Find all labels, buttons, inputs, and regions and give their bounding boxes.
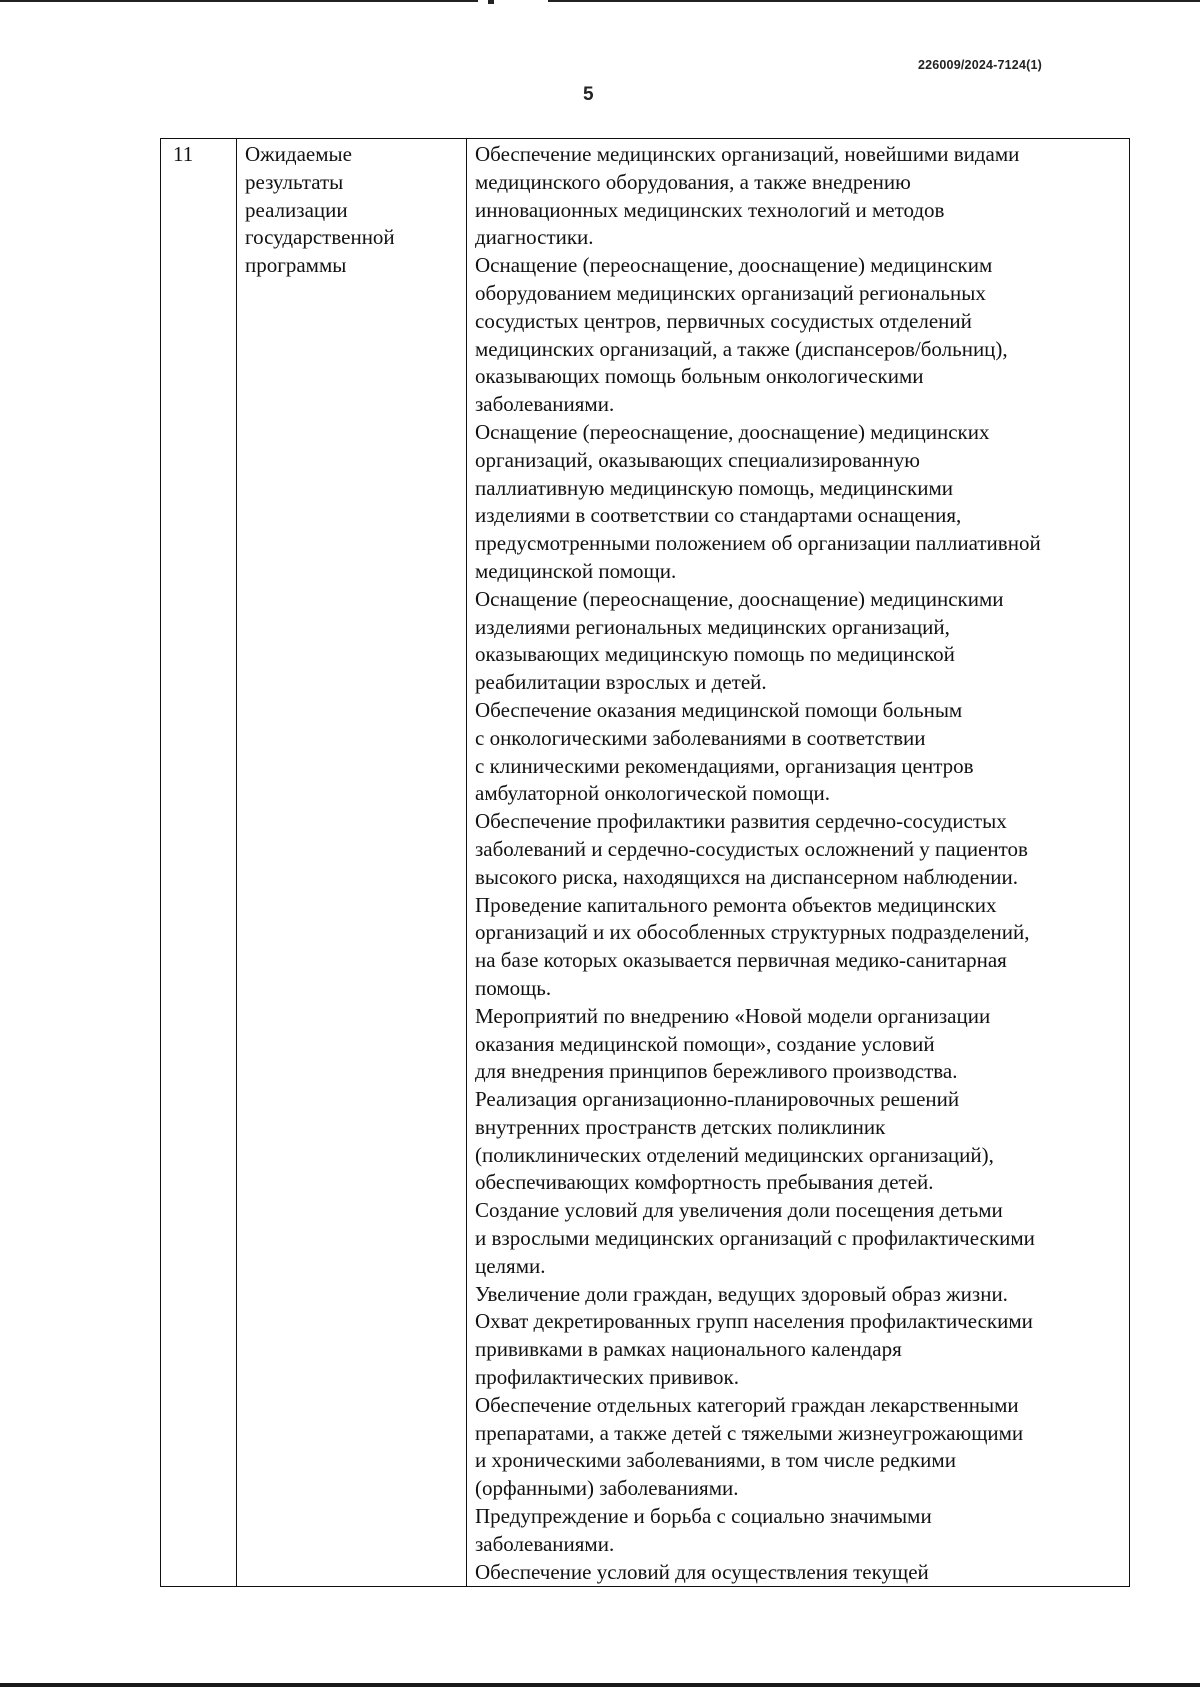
content-line: Оснащение (переоснащение, дооснащение) медицинским xyxy=(475,253,993,278)
page-number: 5 xyxy=(583,84,594,105)
content-line: Обеспечение условий для осуществления текущей xyxy=(475,1559,929,1584)
row-name-line: Ожидаемые xyxy=(245,142,352,166)
content-line: инновационных медицинских технологий и методов xyxy=(475,197,945,222)
row-name-line: программы xyxy=(245,253,347,278)
row-name-cell xyxy=(237,139,467,1587)
content-line: изделиями региональных медицинских организаций, xyxy=(475,614,950,639)
content-line: оборудованием медицинских организаций региональных xyxy=(475,280,986,305)
content-line: обеспечивающих комфортность пребывания детей. xyxy=(475,1170,934,1195)
document-id: 226009/2024-7124(1) xyxy=(917,58,1042,72)
content-line: Мероприятий по внедрению «Новой модели организации xyxy=(475,1003,991,1028)
content-line: Обеспечение медицинских организаций, новейшими видами xyxy=(475,142,1020,166)
content-line: (поликлинических отделений медицинских организаций), xyxy=(475,1142,994,1167)
content-line: Увеличение доли граждан, ведущих здоровый образ жизни. xyxy=(475,1281,1008,1306)
content-line: Обеспечение отдельных категорий граждан лекарственными xyxy=(475,1392,1019,1417)
content-line: с онкологическими заболеваниями в соответствии xyxy=(475,725,926,750)
content-line: медицинских организаций, а также (диспансеров/больниц), xyxy=(475,336,1008,361)
row-content-cell xyxy=(467,139,1130,1587)
content-line: и взрослыми медицинских организаций с профилактическими xyxy=(475,1226,1035,1251)
content-line: Создание условий для увеличения доли посещения детьми xyxy=(475,1198,1003,1223)
content-line: реабилитации взрослых и детей. xyxy=(475,670,767,695)
content-line: на базе которых оказывается первичная медико-санитарная xyxy=(475,948,1007,973)
content-line: заболеваний и сердечно-сосудистых осложнений у пациентов xyxy=(475,836,1028,861)
content-line: Обеспечение оказания медицинской помощи больным xyxy=(475,697,963,722)
row-number-cell xyxy=(161,139,237,1587)
content-line: изделиями в соответствии со стандартами оснащения, xyxy=(475,503,962,528)
content-line: Охват декретированных групп населения профилактическими xyxy=(475,1309,1033,1334)
content-line: Проведение капитального ремонта объектов медицинских xyxy=(475,892,997,917)
content-line: препаратами, а также детей с тяжелыми жизнеугрожающими xyxy=(475,1420,1024,1445)
content-line: Оснащение (переоснащение, дооснащение) медицинскими xyxy=(475,586,1004,611)
row-number: 11 xyxy=(173,142,194,166)
content-line: медицинского оборудования, а также внедрению xyxy=(475,169,911,194)
content-line: заболеваниями. xyxy=(475,392,615,417)
content-line: оказания медицинской помощи», создание условий xyxy=(475,1031,935,1056)
content-line: амбулаторной онкологической помощи. xyxy=(475,781,831,806)
program-table xyxy=(160,138,1130,1587)
content-line: заболеваниями. xyxy=(475,1531,615,1556)
content-line: медицинской помощи. xyxy=(475,558,677,583)
top-scan-border xyxy=(0,0,1200,2)
content-line: Реализация организационно-планировочных решений xyxy=(475,1087,960,1112)
bottom-scan-border xyxy=(0,1683,1200,1687)
content-line: с клиническими рекомендациями, организация центров xyxy=(475,753,974,778)
content-line: оказывающих медицинскую помощь по медицинской xyxy=(475,642,955,667)
content-line: и хроническими заболеваниями, в том числе редкими xyxy=(475,1448,956,1473)
content-line: для внедрения принципов бережливого производства. xyxy=(475,1059,958,1084)
content-line: Обеспечение профилактики развития сердечно-сосудистых xyxy=(475,809,1007,834)
content-line: (орфанными) заболеваниями. xyxy=(475,1476,739,1501)
content-line: помощь. xyxy=(475,975,552,1000)
top-scan-mark xyxy=(488,0,494,4)
content-line: предусмотренными положением об организации паллиативной xyxy=(475,531,1041,556)
content-line: паллиативную медицинскую помощь, медицинскими xyxy=(475,475,953,500)
row-name-line: реализации xyxy=(245,197,348,222)
content-line: Предупреждение и борьба с социально значимыми xyxy=(475,1504,932,1529)
content-line: диагностики. xyxy=(475,225,594,250)
content-line: организаций и их обособленных структурных подразделений, xyxy=(475,920,1030,945)
content-line: сосудистых центров, первичных сосудистых отделений xyxy=(475,308,972,333)
row-name-line: результаты xyxy=(245,169,344,194)
content-line: внутренних пространств детских поликлиник xyxy=(475,1114,886,1139)
content-line: организаций, оказывающих специализированную xyxy=(475,447,920,472)
content-line: оказывающих помощь больным онкологическими xyxy=(475,364,924,389)
content-line: профилактических прививок. xyxy=(475,1365,739,1390)
content-line: высокого риска, находящихся на диспансерном наблюдении. xyxy=(475,864,1019,889)
row-name-line: государственной xyxy=(245,225,395,250)
content-line: прививками в рамках национального календаря xyxy=(475,1337,902,1362)
content-line: целями. xyxy=(475,1253,546,1278)
table-row xyxy=(161,139,1130,1587)
content-line: Оснащение (переоснащение, дооснащение) медицинских xyxy=(475,419,990,444)
